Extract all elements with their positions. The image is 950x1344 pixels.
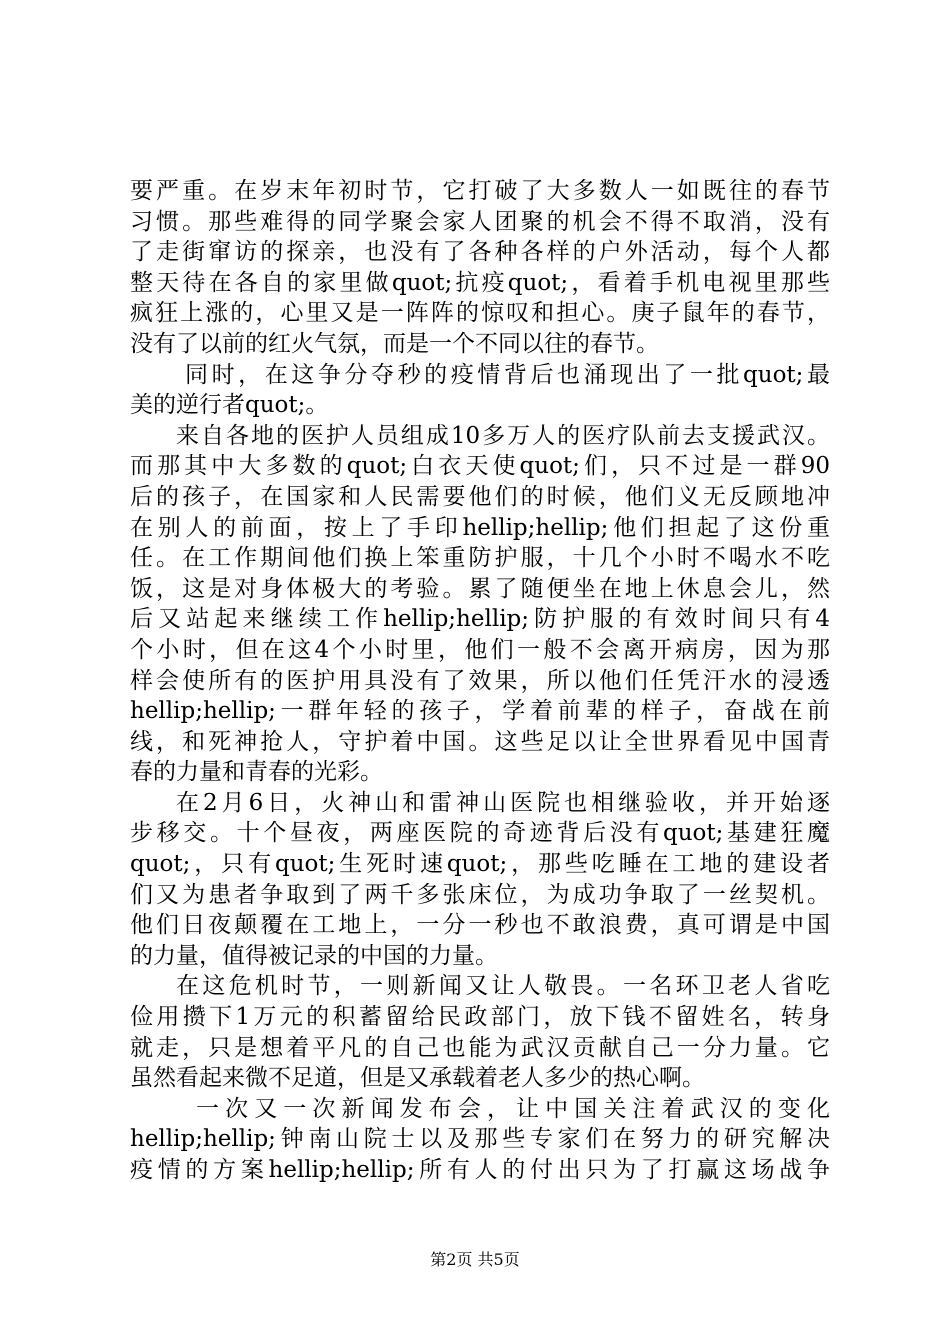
text-line: 一次又一次新闻发布会，让中国关注着武汉的变化 xyxy=(196,1095,830,1122)
text-line: 春的力量和青春的光彩。 xyxy=(130,759,383,786)
text-line: 就走，只是想着平凡的自己也能为武汉贡献自己一分力量。它 xyxy=(130,1034,830,1061)
text-line: 任。在工作期间他们换上笨重防护服，十几个小时不喝水不吃 xyxy=(130,545,830,572)
text-line: 虽然看起来微不足道，但是又承载着老人多少的热心啊。 xyxy=(130,1065,705,1092)
text-line: 个小时，但在这4个小时里，他们一般不会离开病房，因为那 xyxy=(130,636,830,663)
text-line: 他们日夜颠覆在工地上，一分一秒也不敢浪费，真可谓是中国 xyxy=(130,912,830,939)
text-line: 美的逆行者quot;。 xyxy=(130,392,329,419)
text-line: 而那其中大多数的quot;白衣天使quot;们，只不过是一群90 xyxy=(130,453,830,480)
text-line: 要严重。在岁末年初时节，它打破了大多数人一如既往的春节 xyxy=(130,178,830,204)
body-text xyxy=(130,176,830,1186)
text-line: hellip;hellip;一群年轻的孩子，学着前辈的样子，奋战在前 xyxy=(130,698,830,725)
text-line: 在这危机时节，一则新闻又让人敬畏。一名环卫老人省吃 xyxy=(176,973,830,1000)
text-line: 同时，在这争分夺秒的疫情背后也涌现出了一批quot;最 xyxy=(185,361,830,388)
text-line: 疫情的方案hellip;hellip;所有人的付出只为了打赢这场战争 xyxy=(130,1157,830,1183)
text-line: 们又为患者争取到了两千多张床位，为成功争取了一丝契机。 xyxy=(130,881,830,908)
text-line: 的力量，值得被记录的中国的力量。 xyxy=(130,942,498,969)
text-line: 俭用攒下1万元的积蓄留给民政部门，放下钱不留姓名，转身 xyxy=(130,1004,830,1031)
text-line: hellip;hellip;钟南山院士以及那些专家们在努力的研究解决 xyxy=(130,1126,830,1153)
text-line: 线，和死神抢人，守护着中国。这些足以让全世界看见中国青 xyxy=(130,728,830,755)
text-line: 在2月6日，火神山和雷神山医院也相继验收，并开始逐 xyxy=(176,789,830,816)
text-line: 没有了以前的红火气氛，而是一个不同以往的春节。 xyxy=(130,330,659,357)
text-line: 后又站起来继续工作hellip;hellip;防护服的有效时间只有4 xyxy=(130,606,830,633)
text-line: 饭，这是对身体极大的考验。累了随便坐在地上休息会儿，然 xyxy=(130,575,830,602)
text-line: 在别人的前面，按上了手印hellip;hellip;他们担起了这份重 xyxy=(130,514,830,541)
page-footer: 第2页 共5页 xyxy=(430,1250,520,1269)
text-line: 后的孩子，在国家和人民需要他们的时候，他们义无反顾地冲 xyxy=(130,483,830,510)
text-line: 样会使所有的医护用具没有了效果，所以他们任凭汗水的浸透 xyxy=(130,667,830,694)
text-line: 来自各地的医护人员组成10多万人的医疗队前去支援武汉。 xyxy=(176,422,830,449)
text-line: 步移交。十个昼夜，两座医院的奇迹背后没有quot;基建狂魔 xyxy=(130,820,830,847)
text-line: 了走街窜访的探亲，也没有了各种各样的户外活动，每个人都 xyxy=(130,239,830,266)
text-line: quot;，只有quot;生死时速quot;，那些吃睡在工地的建设者 xyxy=(130,851,830,878)
text-line: 疯狂上涨的，心里又是一阵阵的惊叹和担心。庚子鼠年的春节， xyxy=(130,300,830,327)
text-line: 习惯。那些难得的同学聚会家人团聚的机会不得不取消，没有 xyxy=(130,208,830,235)
text-line: 整天待在各自的家里做quot;抗疫quot;，看着手机电视里那些 xyxy=(130,269,830,296)
